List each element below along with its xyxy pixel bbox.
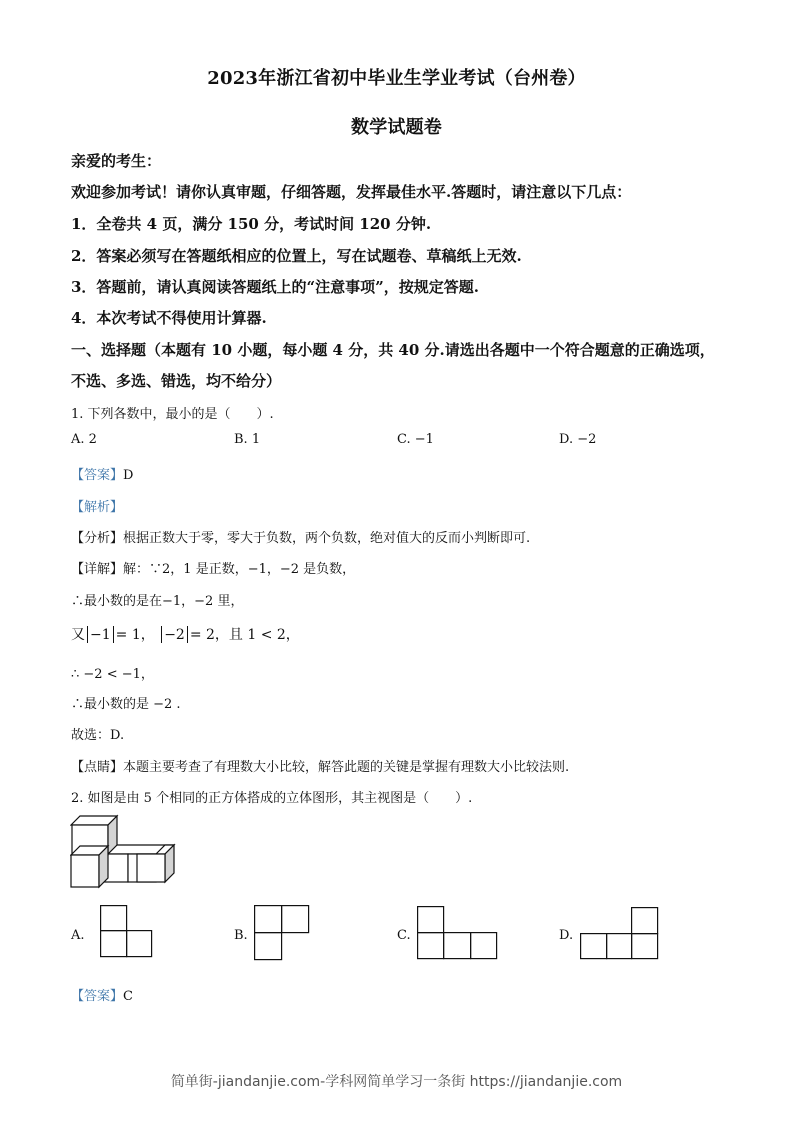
abs-value-1: −1 bbox=[90, 627, 111, 643]
q2-option-a-figure bbox=[100, 905, 153, 958]
document-title: 2023年浙江省初中毕业生学业考试（台州卷） bbox=[207, 68, 586, 89]
q2-option-d-label: D. bbox=[559, 928, 574, 943]
q1-choose: 故选：D. bbox=[71, 728, 125, 743]
answer-value: D bbox=[123, 468, 134, 483]
q1-option-a: A. 2 bbox=[71, 432, 97, 447]
q2-option-b-label: B. bbox=[234, 928, 248, 943]
answer-tag: 【答案】 bbox=[71, 989, 124, 1004]
answer-value: C bbox=[123, 989, 133, 1004]
greeting: 亲爱的考生： bbox=[71, 152, 162, 170]
q1-option-b: B. 1 bbox=[234, 432, 261, 447]
q1-analysis-tag: 【解析】 bbox=[71, 500, 124, 515]
abs-bar bbox=[113, 626, 114, 643]
q1-step4: ∴最小数的是 −2 . bbox=[71, 697, 181, 712]
note-4: 4．本次考试不得使用计算器. bbox=[71, 309, 267, 327]
section-heading-line2: 不选、多选、错选，均不给分） bbox=[71, 372, 282, 390]
abs-value-2: −2 bbox=[164, 627, 185, 643]
abs-bar bbox=[161, 626, 162, 643]
fenxi-tag: 【分析】 bbox=[71, 531, 124, 546]
fenxi-text: 根据正数大于零，零大于负数，两个负数，绝对值大的反而小判断即可. bbox=[123, 531, 531, 546]
q1-fenxi bbox=[71, 527, 530, 546]
welcome-text: 欢迎参加考试！请你认真审题，仔细答题，发挥最佳水平.答题时，请注意以下几点： bbox=[71, 183, 632, 201]
abs-bar bbox=[87, 626, 88, 643]
q1-dianjing bbox=[71, 756, 569, 775]
q2-option-c-label: C. bbox=[397, 928, 411, 943]
q2-option-d-figure bbox=[580, 907, 659, 960]
note-3: 3．答题前，请认真阅读答题纸上的“注意事项”，按规定答题. bbox=[71, 278, 479, 296]
document-subtitle: 数学试题卷 bbox=[351, 117, 442, 138]
abs-bar bbox=[187, 626, 188, 643]
xiangjie-text: 解：∵2，1 是正数，−1，−2 是负数， bbox=[123, 562, 356, 577]
step2-prefix: 又 bbox=[71, 627, 85, 643]
note-1: 1．全卷共 4 页，满分 150 分，考试时间 120 分钟. bbox=[71, 215, 432, 233]
q2-answer bbox=[71, 985, 133, 1004]
eq-2: = 2，且 1 < 2， bbox=[189, 627, 300, 643]
xiangjie-tag: 【详解】 bbox=[71, 562, 124, 577]
q1-option-d: D. −2 bbox=[559, 432, 597, 447]
q1-answer bbox=[71, 464, 133, 483]
q1-option-c: C. −1 bbox=[397, 432, 434, 447]
q1-step2 bbox=[71, 624, 300, 644]
answer-tag: 【答案】 bbox=[71, 468, 124, 483]
footer-watermark: 简单街-jiandanjie.com-学科网简单学习一条街 https://jiandanjie.com bbox=[170, 1074, 623, 1090]
dianjing-tag: 【点睛】 bbox=[71, 760, 124, 775]
q2-option-c-figure bbox=[417, 906, 498, 960]
q2-stem: 2. 如图是由 5 个相同的正方体搭成的立体图形，其主视图是（ ）. bbox=[71, 791, 473, 806]
q2-option-b-figure bbox=[254, 905, 310, 961]
q2-option-a-label: A. bbox=[71, 928, 85, 943]
q1-step3: ∴ −2 < −1， bbox=[71, 667, 154, 682]
q1-step1: ∴最小数的是在−1，−2 里， bbox=[71, 594, 244, 609]
eq-1: = 1， bbox=[115, 627, 155, 643]
q2-3d-cubes-figure bbox=[70, 812, 180, 896]
q1-xiangjie bbox=[71, 558, 355, 577]
dianjing-text: 本题主要考查了有理数大小比较，解答此题的关键是掌握有理数大小比较法则. bbox=[123, 760, 570, 775]
note-2: 2．答案必须写在答题纸相应的位置上，写在试题卷、草稿纸上无效. bbox=[71, 247, 522, 265]
section-heading-line1: 一、选择题（本题有 10 小题，每小题 4 分，共 40 分.请选出各题中一个符合题意的正确选项， bbox=[71, 341, 715, 359]
q1-stem: 1. 下列各数中，最小的是（ ）. bbox=[71, 407, 274, 422]
